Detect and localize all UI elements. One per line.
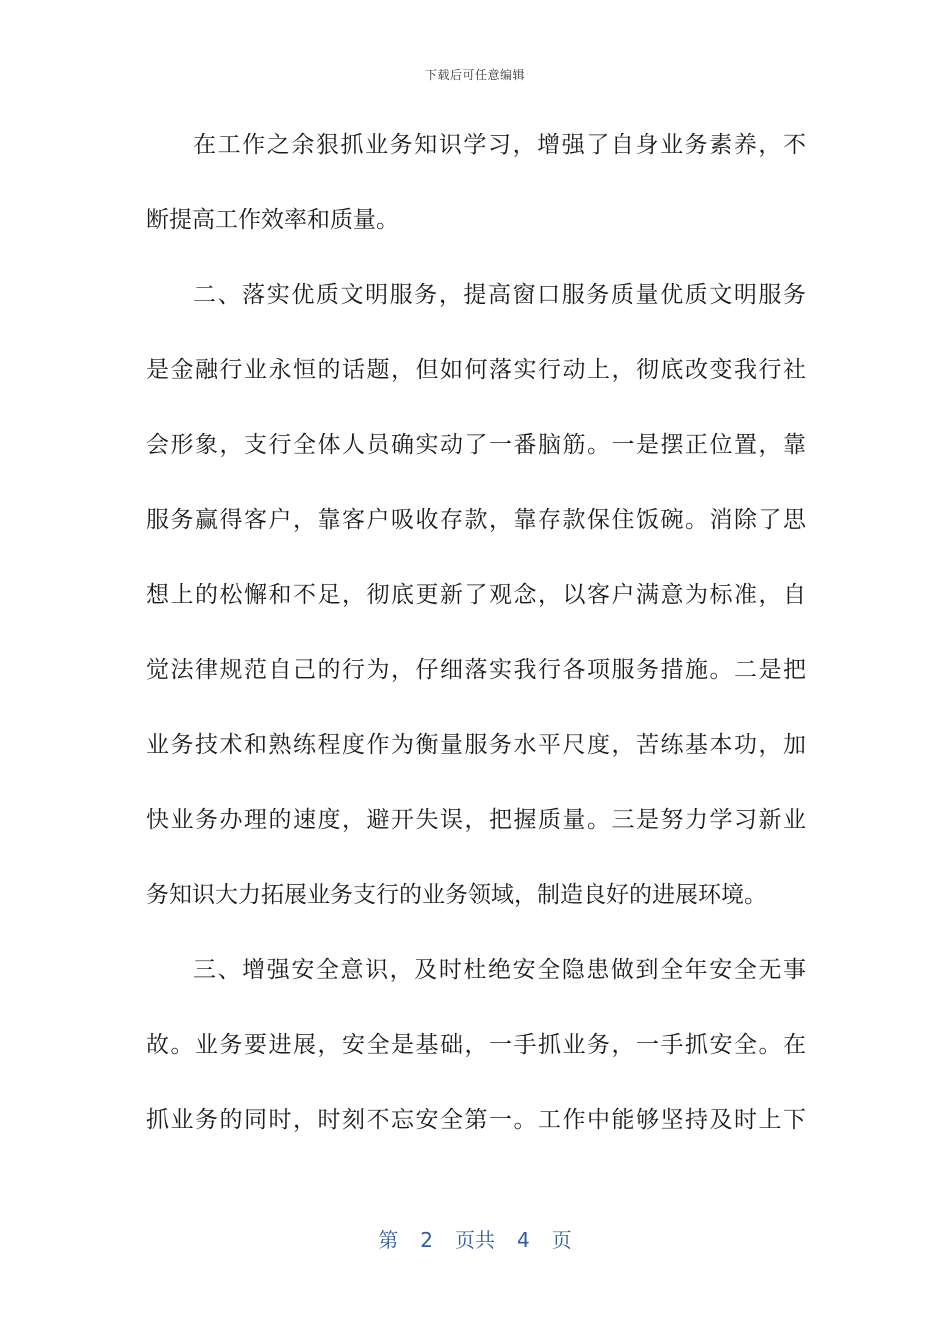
- text-line: 务知识大力拓展业务支行的业务领域，制造良好的进展环境。: [146, 882, 767, 908]
- footer-current-page: 2: [420, 1228, 433, 1252]
- text-line: 三、增强安全意识，及时杜绝安全隐患做到全年安全无事: [193, 957, 806, 983]
- text-line: 业务技术和熟练程度作为衡量服务水平尺度，苦练基本功，加: [146, 732, 806, 758]
- text-line: 断提高工作效率和质量。: [146, 207, 399, 233]
- text-line: 服务赢得客户，靠客户吸收存款，靠存款保住饭碗。消除了思: [146, 507, 806, 533]
- page-footer: [0, 1224, 950, 1253]
- footer-total-pages: 4: [517, 1228, 530, 1252]
- text-line: 觉法律规范自己的行为，仔细落实我行各项服务措施。二是把: [146, 657, 806, 683]
- text-line: 在工作之余狠抓业务知识学习，增强了自身业务素养，不: [193, 132, 806, 158]
- text-line: 会形象，支行全体人员确实动了一番脑筋。一是摆正位置，靠: [146, 432, 806, 458]
- text-line: 故。业务要进展，安全是基础，一手抓业务，一手抓安全。在: [146, 1032, 806, 1058]
- text-line: 二、落实优质文明服务，提高窗口服务质量优质文明服务: [193, 282, 806, 308]
- footer-suffix: 页: [551, 1228, 572, 1252]
- document-body: [146, 108, 806, 1158]
- header-note: 下载后可任意编辑: [424, 68, 525, 82]
- text-line: 快业务办理的速度，避开失误，把握质量。三是努力学习新业: [146, 807, 806, 833]
- text-line: 想上的松懈和不足，彻底更新了观念，以客户满意为标准，自: [146, 582, 806, 608]
- text-line: 是金融行业永恒的话题，但如何落实行动上，彻底改变我行社: [146, 357, 806, 383]
- text-line: 抓业务的同时，时刻不忘安全第一。工作中能够坚持及时上下: [146, 1107, 806, 1133]
- footer-middle: 页共: [455, 1228, 495, 1252]
- footer-prefix: 第: [378, 1228, 399, 1252]
